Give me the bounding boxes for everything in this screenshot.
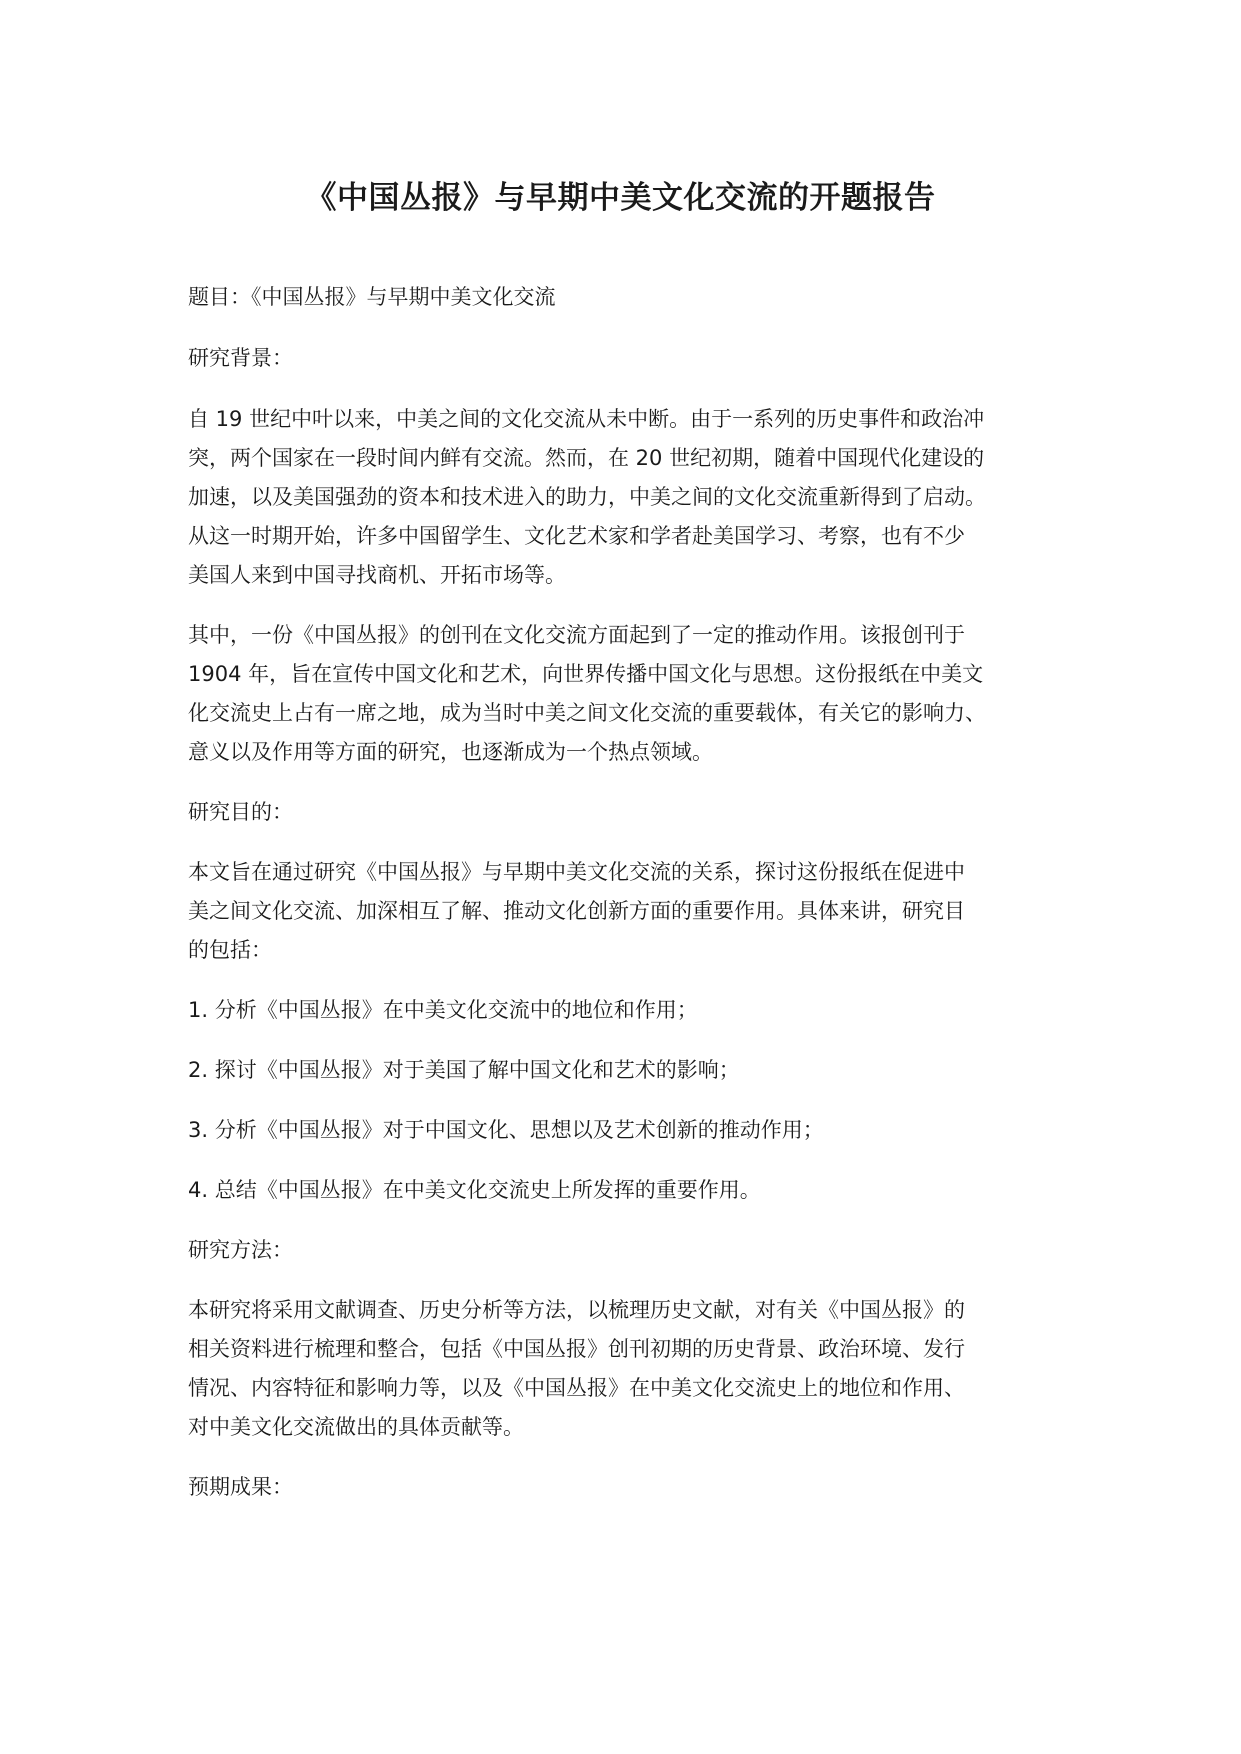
text-line: 突，两个国家在一段时间内鲜有交流。然而，在 20 世纪初期，随着中国现代化建设的 — [188, 446, 985, 470]
topic-line: 题目：《中国丛报》与早期中美文化交流 — [188, 285, 556, 309]
text-line: 自 19 世纪中叶以来，中美之间的文化交流从未中断。由于一系列的历史事件和政治冲 — [188, 407, 985, 431]
purpose-heading: 研究目的： — [188, 800, 293, 824]
method-paragraph — [188, 1291, 1068, 1447]
purpose-item-2: 2. 探讨《中国丛报》对于美国了解中国文化和艺术的影响； — [188, 1058, 740, 1082]
method-heading: 研究方法： — [188, 1238, 293, 1262]
text-line: 本研究将采用文献调查、历史分析等方法，以梳理历史文献，对有关《中国丛报》的 — [188, 1298, 965, 1322]
background-paragraph-2 — [188, 616, 1068, 772]
text-line: 美国人来到中国寻找商机、开拓市场等。 — [188, 563, 566, 587]
purpose-paragraph — [188, 853, 1068, 970]
text-line: 本文旨在通过研究《中国丛报》与早期中美文化交流的关系，探讨这份报纸在促进中 — [188, 860, 965, 884]
text-line: 情况、内容特征和影响力等，以及《中国丛报》在中美文化交流史上的地位和作用、 — [188, 1376, 965, 1400]
outcome-heading: 预期成果： — [188, 1475, 293, 1499]
purpose-item-1: 1. 分析《中国丛报》在中美文化交流中的地位和作用； — [188, 998, 698, 1022]
text-line: 化交流史上占有一席之地，成为当时中美之间文化交流的重要载体，有关它的影响力、 — [188, 701, 986, 725]
background-paragraph-1 — [188, 400, 1068, 595]
text-line: 的包括： — [188, 938, 272, 962]
text-line: 从这一时期开始，许多中国留学生、文化艺术家和学者赴美国学习、考察，也有不少 — [188, 524, 965, 548]
document-title: 《中国丛报》与早期中美文化交流的开题报告 — [305, 180, 936, 216]
purpose-item-3: 3. 分析《中国丛报》对于中国文化、思想以及艺术创新的推动作用； — [188, 1118, 824, 1142]
background-heading: 研究背景： — [188, 346, 293, 370]
text-line: 美之间文化交流、加深相互了解、推动文化创新方面的重要作用。具体来讲，研究目 — [188, 899, 965, 923]
text-line: 对中美文化交流做出的具体贡献等。 — [188, 1415, 524, 1439]
text-line: 其中，一份《中国丛报》的创刊在文化交流方面起到了一定的推动作用。该报创刊于 — [188, 623, 965, 647]
text-line: 意义以及作用等方面的研究，也逐渐成为一个热点领域。 — [188, 740, 713, 764]
document-body — [188, 278, 1068, 1507]
purpose-item-4: 4. 总结《中国丛报》在中美文化交流史上所发挥的重要作用。 — [188, 1178, 761, 1202]
text-line: 1904 年，旨在宣传中国文化和艺术，向世界传播中国文化与思想。这份报纸在中美文 — [188, 662, 984, 686]
text-line: 相关资料进行梳理和整合，包括《中国丛报》创刊初期的历史背景、政治环境、发行 — [188, 1337, 965, 1361]
text-line: 加速，以及美国强劲的资本和技术进入的助力，中美之间的文化交流重新得到了启动。 — [188, 485, 986, 509]
